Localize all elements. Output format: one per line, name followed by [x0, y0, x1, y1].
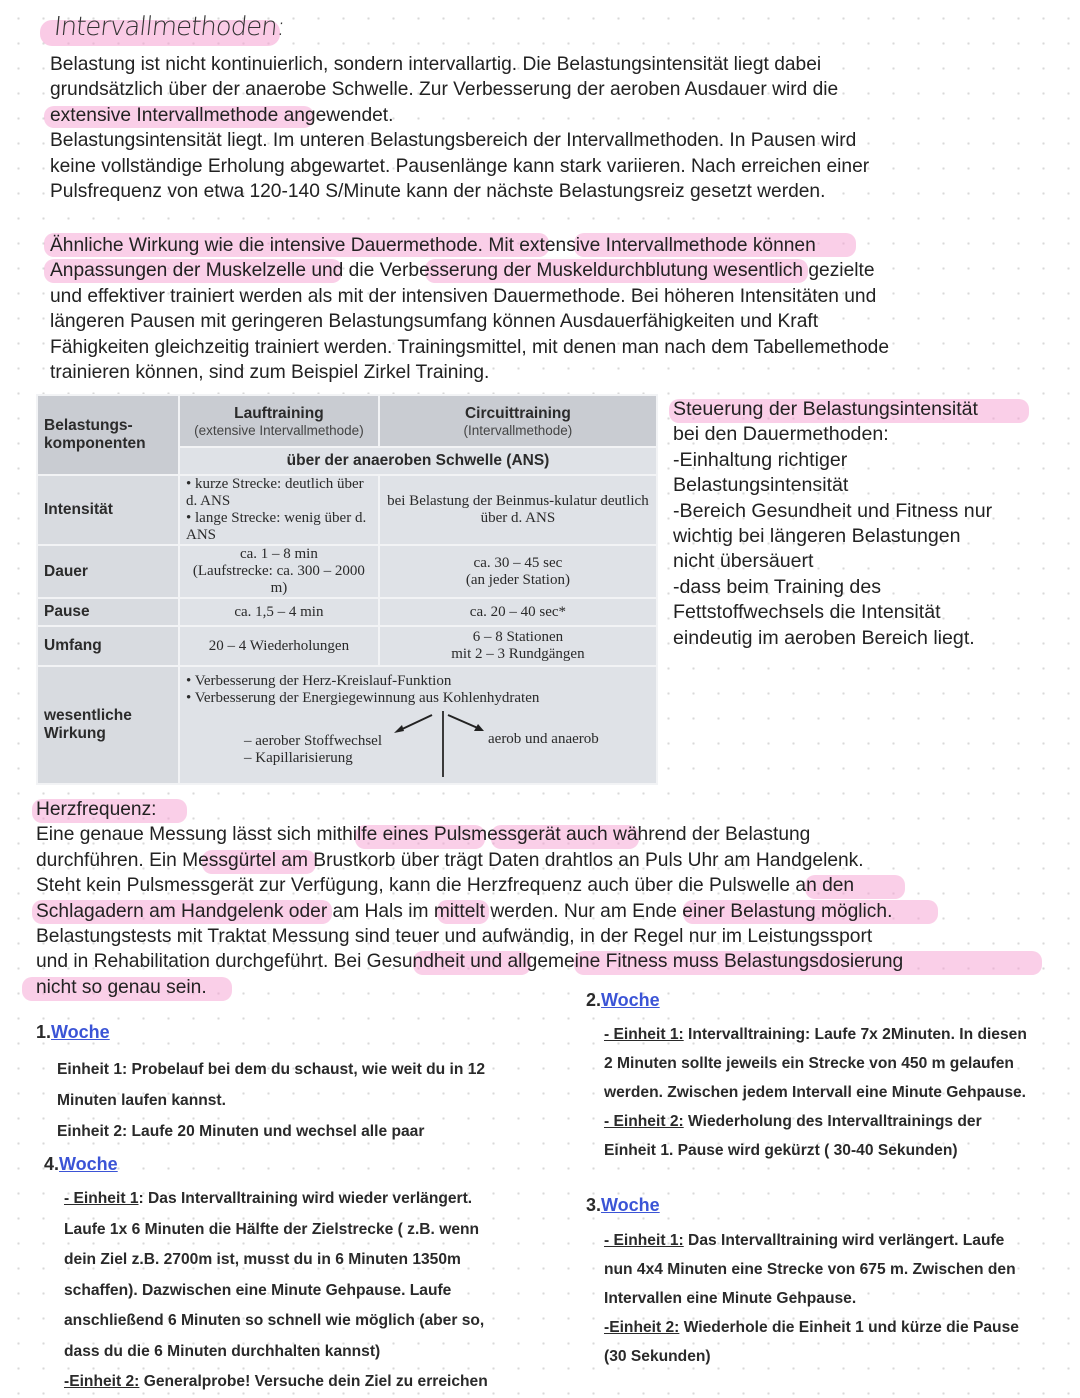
intro-line: keine vollständige Erholung abgewartet. Pausenlänge kann stark variieren. Nach erreichen einer	[50, 155, 870, 177]
week-1-line: Einheit 2: Laufe 20 Minuten und wechsel alle paar	[57, 1123, 425, 1140]
heart-line: Eine genaue Messung lässt sich mithilfe eines Pulsmessgerät auch während der Belastung	[36, 824, 811, 846]
effect-line: längeren Pausen mit geringeren Belastungsumfang können Ausdauerfähigkeiten und Kraft	[50, 311, 819, 333]
heart-line: durchführen. Ein Messgürtel am Brustkorb über trägt Daten drahtlos an Puls Uhr am Handgelenk.	[36, 849, 864, 871]
table-ans-row: über der anaeroben Schwelle (ANS)	[179, 447, 657, 475]
week-2-plan	[604, 1020, 1027, 1165]
heart-line: nicht so genau sein.	[36, 976, 207, 998]
week-3-line: (30 Sekunden)	[604, 1348, 711, 1365]
week-1-heading	[36, 1022, 110, 1043]
volume-circuit-line: 6 – 8 Stationen	[472, 629, 564, 645]
week-2-line: Einheit 1. Pause wird gekürzt ( 30-40 Sekunden)	[604, 1142, 958, 1159]
effect-bullet: • Verbesserung der Energiegewinnung aus Kohlenhydraten	[186, 690, 540, 706]
table-header-components: Belastungs-komponenten	[37, 395, 179, 475]
week-4-link[interactable]: Woche	[59, 1154, 118, 1174]
table-cell-intensity-run	[179, 475, 379, 545]
branch-arrows-icon	[380, 711, 500, 735]
table-cell-intensity-circuit: bei Belastung der Beinmus-kulatur deutlich über d. ANS	[379, 475, 657, 545]
week-2-unit-1-label: - Einheit 1:	[604, 1026, 684, 1043]
steering-line: bei den Dauermethoden:	[673, 423, 889, 446]
steering-line: -Bereich Gesundheit und Fitness nur	[673, 499, 993, 522]
week-1-line: Minuten laufen kannst.	[57, 1092, 226, 1109]
intro-line: extensive Intervallmethode angewendet.	[50, 104, 394, 126]
table-cell-duration-run	[179, 545, 379, 598]
table-cell-volume-run: 20 – 4 Wiederholungen	[179, 626, 379, 666]
week-2-text: Intervalltraining: Laufe 7x 2Minuten. In diesen	[683, 1026, 1027, 1043]
effect-paragraph	[50, 233, 1050, 385]
heart-line: Schlagadern am Handgelenk oder am Hals im mittelt werden. Nur am Ende einer Belastung möglich.	[36, 900, 893, 922]
heart-line: und in Rehabilitation durchgeführt. Bei Gesundheit und allgemeine Fitness muss Belastungsdosierung	[36, 951, 904, 973]
steering-text	[673, 397, 1053, 651]
effect-line: Anpassungen der Muskelzelle und die Verbesserung der Muskeldurchblutung wesentlich gezielte	[50, 260, 875, 282]
steering-line: -dass beim Training des	[673, 575, 882, 598]
steering-line: Fettstoffwechsels die Intensität	[673, 601, 941, 624]
week-3-line: Intervallen eine Minute Gehpause.	[604, 1290, 857, 1307]
week-4-unit-1-label: - Einheit 1	[64, 1190, 139, 1207]
week-3-line	[604, 1226, 1019, 1255]
week-4-line: dass du die 6 Minuten durchhalten kannst)	[64, 1342, 381, 1360]
intro-line: Belastungsintensität liegt. Im unteren Belastungsbereich der Intervallmethoden. In Pausen wird	[50, 130, 857, 152]
table-row-volume-label: Umfang	[37, 626, 179, 666]
heart-line: Belastungstests mit Traktat Messung sind teuer und aufwändig, in der Regel nur im Leistungssport	[36, 926, 873, 948]
duration-circuit-line: (an jeder Station)	[465, 571, 570, 588]
week-3-text: Das Intervalltraining wird verlängert. Laufe	[683, 1232, 1005, 1249]
heart-line: Steht kein Pulsmessgerät zur Verfügung, kann die Herzfrequenz auch über die Pulswelle an den	[36, 875, 855, 897]
table-header-run	[179, 395, 379, 447]
duration-run-line: ca. 1 – 8 min	[239, 546, 318, 562]
week-3-heading	[586, 1195, 660, 1216]
week-4-line	[64, 1184, 488, 1215]
effect-line: Ähnliche Wirkung wie die intensive Dauermethode. Mit extensive Intervallmethode können	[50, 235, 816, 256]
week-4-line	[64, 1367, 488, 1398]
intensity-run-line: • kurze Strecke: deutlich über d. ANS	[186, 476, 364, 509]
intensity-run-line: • lange Strecke: wenig über d. ANS	[186, 510, 367, 543]
table-cell-pause-circuit: ca. 20 – 40 sec*	[379, 598, 657, 626]
week-2-line	[604, 1020, 1027, 1049]
week-3-line: nun 4x4 Minuten eine Strecke von 675 m. Zwischen den	[604, 1261, 1016, 1278]
intro-line: Belastung ist nicht kontinuierlich, sondern intervallartig. Die Belastungsintensität liegt dabei	[50, 54, 822, 75]
effect-divider	[442, 711, 444, 777]
week-4-num: 4.	[44, 1154, 60, 1174]
steering-line: wichtig bei längeren Belastungen	[673, 525, 961, 548]
week-3-line	[604, 1313, 1019, 1342]
table-cell-effect	[179, 666, 657, 784]
week-1-num: 1.	[36, 1022, 52, 1042]
volume-circuit-line: mit 2 – 3 Rundgängen	[451, 646, 585, 662]
week-2-num: 2.	[586, 990, 602, 1010]
week-3-num: 3.	[586, 1195, 602, 1215]
table-header-circuit	[379, 395, 657, 447]
week-2-unit-2-label: - Einheit 2:	[604, 1113, 684, 1130]
table-header-run-sub: (extensive Intervallmethode)	[194, 422, 364, 438]
week-2-line: 2 Minuten sollte jeweils ein Strecke von 450 m gelaufen	[604, 1055, 1014, 1072]
effect-bullet: • Verbesserung der Herz-Kreislauf-Funktion	[186, 673, 452, 689]
week-3-unit-2-label: -Einheit 2:	[604, 1319, 680, 1336]
table-header-run-title: Lauftraining	[234, 404, 324, 422]
intro-paragraph	[50, 52, 1050, 204]
week-4-plan	[64, 1184, 488, 1398]
week-4-line: Laufe 1x 6 Minuten die Hälfte der Zielstrecke ( z.B. wenn	[64, 1220, 480, 1238]
table-cell-volume-circuit	[379, 626, 657, 666]
effect-left-line: – Kapillarisierung	[244, 750, 353, 766]
intro-line: grundsätzlich über der anaerobe Schwelle. Zur Verbesserung der aeroben Ausdauer wird die	[50, 79, 839, 101]
heart-rate-title: Herzfrequenz:	[36, 799, 157, 820]
effect-line: und effektiver trainiert werden als mit der intensiven Dauermethode. Bei höheren Intensitäten und	[50, 285, 877, 307]
page-title: Intervallmethoden:	[52, 12, 287, 42]
steering-line: nicht übersäuert	[673, 550, 814, 573]
week-2-line	[604, 1107, 1027, 1136]
effect-line: Fähigkeiten gleichzeitig trainiert werden. Trainingsmittel, mit denen man nach dem Tabellemethode	[50, 336, 890, 358]
week-3-link[interactable]: Woche	[601, 1195, 660, 1215]
steering-line: -Einhaltung richtiger	[673, 448, 848, 471]
table-header-circuit-title: Circuittraining	[464, 404, 571, 422]
week-2-text: Wiederholung des Intervalltrainings der	[683, 1113, 982, 1130]
table-row-effect-label: wesentliche Wirkung	[37, 666, 179, 784]
week-4-unit-2-label: -Einheit 2:	[64, 1373, 140, 1390]
week-4-line: schaffen). Dazwischen eine Minute Gehpause. Laufe	[64, 1281, 452, 1299]
week-3-plan	[604, 1226, 1019, 1371]
effect-left	[244, 733, 382, 767]
table-header-circuit-sub: (Intervallmethode)	[463, 422, 573, 438]
week-1-plan	[57, 1054, 485, 1147]
week-3-text: Wiederhole die Einheit 1 und kürze die Pause	[679, 1319, 1019, 1336]
week-4-line: dein Ziel z.B. 2700m ist, musst du in 6 Minuten 1350m	[64, 1251, 461, 1268]
week-3-unit-1-label: - Einheit 1:	[604, 1232, 684, 1249]
interval-methods-table	[36, 394, 658, 785]
week-2-line: werden. Zwischen jedem Intervall eine Minute Gehpause.	[604, 1084, 1027, 1101]
week-4-text: Generalprobe! Versuche dein Ziel zu erreichen	[139, 1373, 488, 1390]
week-4-text: : Das Intervalltraining wird wieder verlängert.	[138, 1190, 473, 1207]
table-row-duration-label: Dauer	[37, 545, 179, 598]
duration-circuit-line: ca. 30 – 45 sec	[473, 554, 563, 571]
steering-line: Steuerung der Belastungsintensität	[673, 398, 978, 420]
effect-right: aerob und anaerob	[488, 731, 599, 747]
duration-run-line: (Laufstrecke: ca. 300 – 2000 m)	[192, 563, 365, 596]
effect-line: trainieren können, sind zum Beispiel Zirkel Training.	[50, 362, 490, 384]
intro-line: Pulsfrequenz von etwa 120-140 S/Minute kann der nächste Belastungsreiz gesetzt werden.	[50, 181, 826, 203]
table-cell-pause-run: ca. 1,5 – 4 min	[179, 598, 379, 626]
week-1-line: Einheit 1: Probelauf bei dem du schaust, wie weit du in 12	[57, 1061, 486, 1078]
heart-rate-section	[36, 797, 1046, 1000]
week-2-link[interactable]: Woche	[601, 990, 660, 1010]
effect-left-line: – aerober Stoffwechsel	[244, 733, 383, 749]
week-1-link[interactable]: Woche	[51, 1022, 110, 1042]
steering-line: Belastungsintensität	[673, 474, 849, 497]
week-4-heading	[44, 1154, 118, 1175]
week-2-heading	[586, 990, 660, 1011]
table-cell-duration-circuit	[379, 545, 657, 598]
table-row-intensity-label: Intensität	[37, 475, 179, 545]
table-row-pause-label: Pause	[37, 598, 179, 626]
week-4-line: anschließend 6 Minuten so schnell wie möglich (aber so,	[64, 1312, 485, 1329]
steering-line: eindeutig im aeroben Bereich liegt.	[673, 626, 975, 649]
